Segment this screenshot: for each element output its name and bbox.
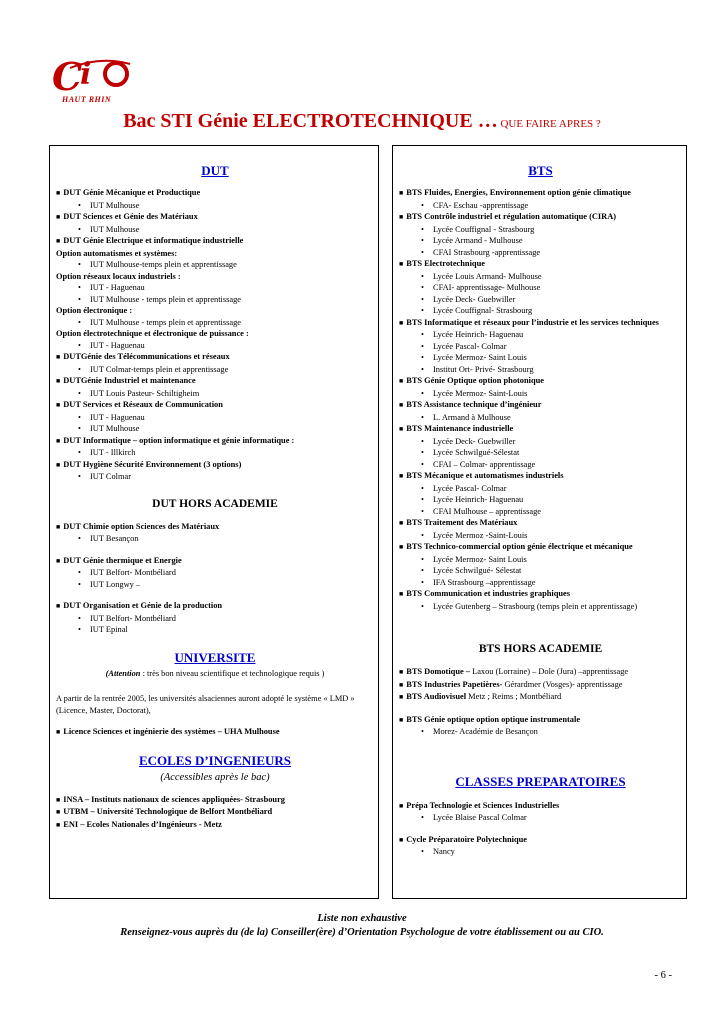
list-item: • Lycée Armand - Mulhouse <box>399 235 682 247</box>
bullet-list <box>399 726 682 738</box>
universite-heading: UNIVERSITE <box>174 649 256 665</box>
list-item: • IUT Mulhouse - temps plein et apprentissage <box>56 317 374 329</box>
footer-line-2: Renseignez-vous auprès du (de la) Conseiller(ère) d’Orientation Psychologue de votre établissement ou au CIO. <box>120 927 604 938</box>
bullet-list <box>399 530 682 542</box>
program-item: ■ DUTGénie des Télécommunications et réseaux <box>56 351 374 364</box>
list-item: • L. Armand à Mulhouse <box>399 412 682 424</box>
list-item: • IUT Besançon <box>56 533 374 545</box>
logo-subtitle: HAUT RHIN <box>62 95 112 104</box>
bullet-list <box>56 317 374 329</box>
list-item: • Institut Ort- Privé- Strasbourg <box>399 364 682 376</box>
program-item: ■ DUT Chimie option Sciences des Matériaux <box>56 521 374 534</box>
list-item: • Lycée Mermoz -Saint-Louis <box>399 530 682 542</box>
list-item: • Lycée Gutenberg – Strasbourg (temps plein et apprentissage) <box>399 601 682 613</box>
bullet-list <box>399 271 682 317</box>
bullet-list <box>56 447 374 459</box>
program-item: ■ BTS Fluides, Energies, Environnement option génie climatique <box>399 187 682 200</box>
bts-hors-list <box>399 666 682 738</box>
list-item: • Lycée Mermoz- Saint-Louis <box>399 388 682 400</box>
list-item: • Morez- Académie de Besançon <box>399 726 682 738</box>
program-item: ■ BTS Electrotechnique <box>399 258 682 271</box>
bullet-list <box>56 364 374 376</box>
program-name: BTS Domotique – <box>406 667 470 676</box>
program-location: Metz ; Reims ; Montbéliard <box>466 692 562 701</box>
bullet-list <box>56 200 374 212</box>
list-item: • Lycée Pascal- Colmar <box>399 341 682 353</box>
list-item: • CFAI Strasbourg -apprentissage <box>399 247 682 259</box>
list-item: • Lycée Schwilgué-Sélestat <box>399 447 682 459</box>
prep-list <box>399 800 682 858</box>
program-location: Gérardmer (Vosges)- apprentissage <box>502 679 623 689</box>
spacer <box>56 590 374 600</box>
list-item: • IUT Mulhouse-temps plein et apprentissage <box>56 259 374 271</box>
footer-line-1: Liste non exhaustive <box>317 913 407 924</box>
dut-hors-heading: DUT HORS ACADEMIE <box>152 497 278 510</box>
program-item <box>399 714 682 727</box>
option-label: Option automatismes et systèmes: <box>56 248 178 258</box>
bullet-list <box>56 613 374 636</box>
bullet-list <box>399 388 682 400</box>
program-item: ■ DUT Sciences et Génie des Matériaux <box>56 211 374 224</box>
list-item: • CFAI – Colmar- apprentissage <box>399 459 682 471</box>
page-title <box>0 110 724 133</box>
program-item: ■ Prépa Technologie et Sciences Industrielles <box>399 800 682 813</box>
bts-heading: BTS <box>528 163 553 178</box>
ecoles-list <box>56 794 374 832</box>
list-item: • Lycée Couffignal- Strasbourg <box>399 305 682 317</box>
bts-hors-heading: BTS HORS ACADEMIE <box>478 643 603 655</box>
list-item: • CFAI- apprentissage- Mulhouse <box>399 282 682 294</box>
program-item <box>399 691 682 704</box>
program-item: ■ INSA – Instituts nationaux de sciences appliquées- Strasbourg <box>56 794 374 807</box>
bullet-list <box>399 846 682 858</box>
bullet-list <box>399 554 682 589</box>
svg-text:C: C <box>52 54 83 99</box>
program-name: BTS Audiovisuel <box>406 692 467 701</box>
list-item: • IUT Colmar <box>56 471 374 483</box>
universite-note <box>56 668 374 680</box>
option-label: Option électrotechnique et électronique de puissance : <box>56 329 249 338</box>
list-item: • Lycée Deck- Guebwiller <box>399 294 682 306</box>
list-item: • CFAI Mulhouse – apprentissage <box>399 506 682 518</box>
program-item: ■ DUT Génie thermique et Energie <box>56 555 374 568</box>
bullet-list <box>56 224 374 236</box>
program-item: ■ DUT Génie Mécanique et Productique <box>56 187 374 200</box>
universite-item: ■ Licence Sciences et ingénierie des systèmes – UHA Mulhouse <box>56 726 374 739</box>
list-item: • IUT - Haguenau <box>56 340 374 352</box>
list-item: • Lycée Louis Armand- Mulhouse <box>399 271 682 283</box>
program-name: BTS Génie optique option optique instrumentale <box>406 714 581 724</box>
list-item: • Lycée Mermoz- Saint Louis <box>399 352 682 364</box>
program-item: ■ BTS Maintenance industrielle <box>399 423 682 436</box>
bullet-list <box>399 329 682 375</box>
list-item: • IUT Mulhouse <box>56 423 374 435</box>
left-column <box>49 145 379 899</box>
bullet-list <box>56 533 374 545</box>
program-item: ■ DUT Informatique – option informatique et génie informatique : <box>56 435 374 448</box>
bullet-list <box>56 388 374 400</box>
footer <box>0 912 724 940</box>
universite-paragraph: A partir de la rentrée 2005, les universités alsaciennes auront adopté le système « LMD » (Licence, Master, Doctorat), <box>56 694 355 715</box>
list-item: • Lycée Deck- Guebwiller <box>399 436 682 448</box>
option-label: Option électronique : <box>56 306 133 315</box>
program-item: ■ BTS Informatique et réseaux pour l’industrie et les services techniques <box>399 317 682 330</box>
right-column <box>392 145 687 899</box>
list-item: • Lycée Heinrich- Haguenau <box>399 494 682 506</box>
ecoles-heading: ECOLES D’INGENIEURS <box>138 752 292 768</box>
note-text: : très bon niveau scientifique et technologique requis ) <box>140 668 325 678</box>
dut-heading: DUT <box>201 163 229 178</box>
dut-hors-list <box>56 521 374 636</box>
program-item: ■ DUT Services et Réseaux de Communication <box>56 399 374 412</box>
svg-text:i: i <box>80 57 92 92</box>
list-item: • IUT Epinal <box>56 624 374 636</box>
list-item: • Lycée Schwilgué- Sélestat <box>399 565 682 577</box>
spacer <box>56 545 374 555</box>
bullet-list <box>56 282 374 305</box>
list-item: • IUT Louis Pasteur- Schiltigheim <box>56 388 374 400</box>
bullet-list <box>399 436 682 471</box>
program-item: ■ BTS Contrôle industriel et régulation automatique (CIRA) <box>399 211 682 224</box>
list-item: • Lycée Couffignal - Strasbourg <box>399 224 682 236</box>
bullet-list <box>399 483 682 518</box>
list-item: • Lycée Mermoz- Saint Louis <box>399 554 682 566</box>
list-item: • IUT - Illkirch <box>56 447 374 459</box>
bullet-list <box>56 471 374 483</box>
page-number: - 6 - <box>654 970 672 981</box>
program-item: ■ UTBM – Université Technologique de Belfort Montbéliard <box>56 806 374 819</box>
bullet-list <box>399 200 682 212</box>
list-item: • IUT Belfort- Montbéliard <box>56 613 374 625</box>
list-item: • IUT Mulhouse <box>56 224 374 236</box>
program-name: BTS Industries Papetières- <box>406 679 503 689</box>
bullet-list <box>399 601 682 613</box>
program-item: ■ ENI – Ecoles Nationales d’Ingénieurs - Metz <box>56 819 374 832</box>
bullet-list <box>399 812 682 824</box>
bullet-list <box>399 412 682 424</box>
list-item: • Nancy <box>399 846 682 858</box>
program-item: ■ BTS Mécanique et automatismes industriels <box>399 470 682 483</box>
list-item: • IUT - Haguenau <box>56 412 374 424</box>
program-item: ■ BTS Assistance technique d’ingénieur <box>399 399 682 412</box>
title-main: Bac STI Génie ELECTROTECHNIQUE … <box>123 110 498 132</box>
list-item: • Lycée Blaise Pascal Colmar <box>399 812 682 824</box>
program-item: ■ BTS Traitement des Matériaux <box>399 517 682 530</box>
spacer <box>399 824 682 834</box>
spacer <box>399 704 682 714</box>
option-label: Option réseaux locaux industriels : <box>56 271 181 281</box>
bts-list <box>399 187 682 612</box>
list-item: • IUT - Haguenau <box>56 282 374 294</box>
program-item: ■ BTS Technico-commercial option génie électrique et mécanique <box>399 541 682 554</box>
program-item: ■ DUT Organisation et Génie de la production <box>56 600 374 613</box>
dut-list <box>56 187 374 483</box>
program-item <box>399 679 682 692</box>
program-item: ■ DUT Hygiène Sécurité Environnement (3 options) <box>56 459 374 472</box>
program-item: ■ BTS Communication et industries graphiques <box>399 588 682 601</box>
bullet-list <box>56 412 374 435</box>
program-item: ■ DUTGénie Industriel et maintenance <box>56 375 374 388</box>
list-item: • Lycée Pascal- Colmar <box>399 483 682 495</box>
program-item <box>399 666 682 679</box>
list-item: • IUT Longwy – <box>56 579 374 591</box>
ecoles-subheading: (Accessibles après le bac) <box>160 771 270 783</box>
prep-heading: CLASSES PREPARATOIRES <box>455 773 626 789</box>
bullet-list <box>399 224 682 259</box>
bullet-list <box>56 340 374 352</box>
program-item: ■ Cycle Préparatoire Polytechnique <box>399 834 682 847</box>
program-location: Laxou (Lorraine) – Dole (Jura) –apprentissage <box>470 667 629 676</box>
list-item: • IUT Belfort- Montbéliard <box>56 567 374 579</box>
note-label: (Attention <box>105 668 141 678</box>
list-item: • CFA- Eschau -apprentissage <box>399 200 682 212</box>
bullet-list <box>56 259 374 271</box>
list-item: • IUT Colmar-temps plein et apprentissage <box>56 364 374 376</box>
program-item: ■ BTS Génie Optique option photonique <box>399 375 682 388</box>
list-item: • Lycée Heinrich- Haguenau <box>399 329 682 341</box>
title-sub: QUE FAIRE APRES ? <box>497 118 601 130</box>
list-item: • IFA Strasbourg –apprentissage <box>399 577 682 589</box>
list-item: • IUT Mulhouse <box>56 200 374 212</box>
list-item: • IUT Mulhouse - temps plein et apprentissage <box>56 294 374 306</box>
program-item: ■ DUT Génie Electrique et informatique industrielle <box>56 235 374 248</box>
bullet-list <box>56 567 374 590</box>
